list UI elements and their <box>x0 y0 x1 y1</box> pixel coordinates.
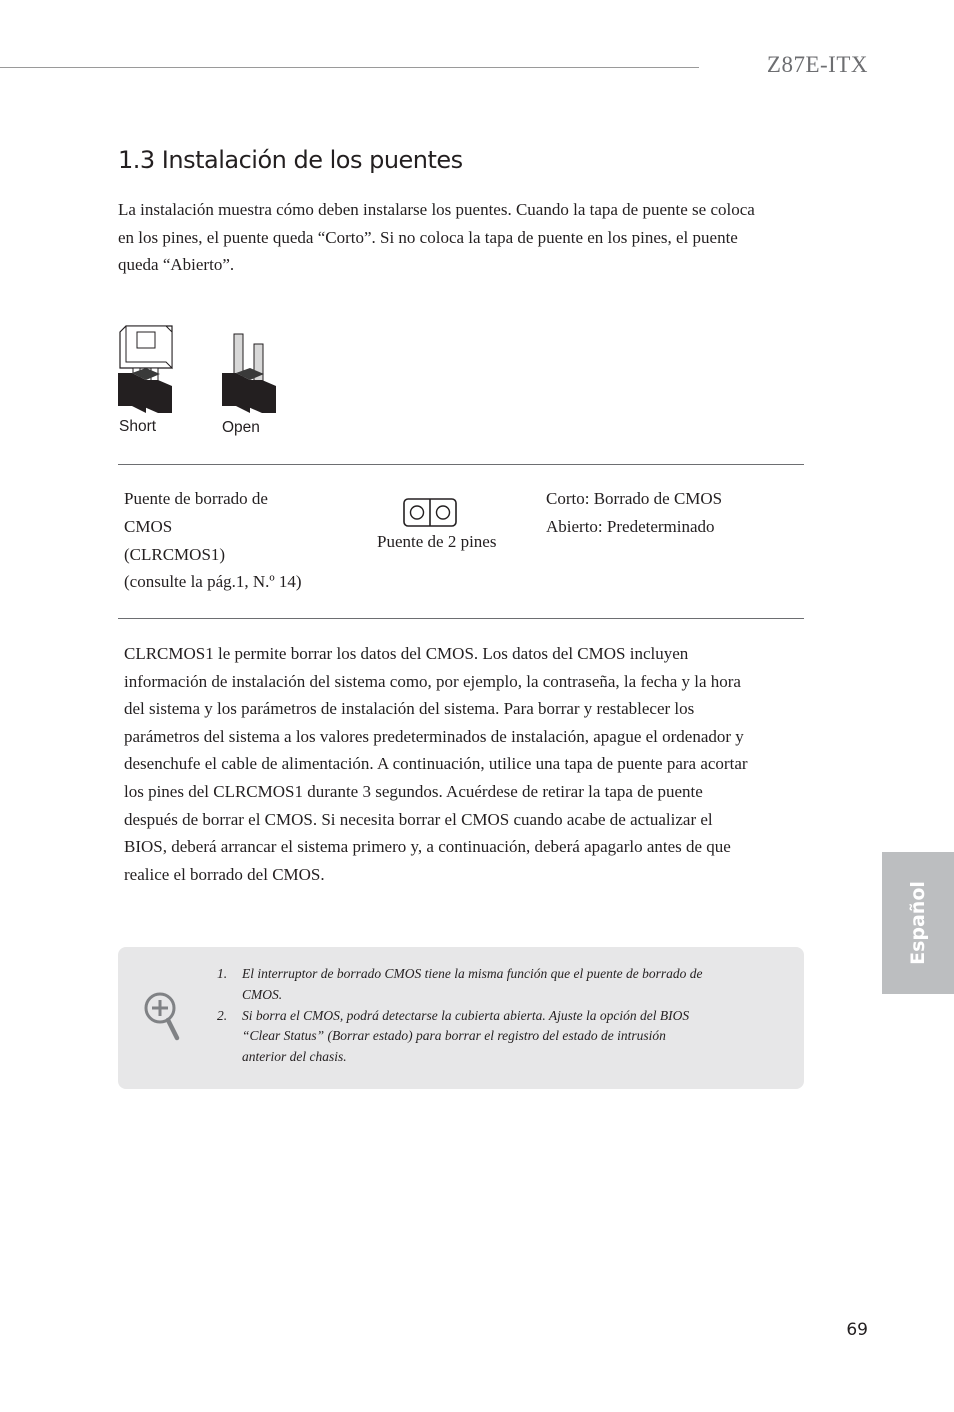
note-box <box>118 947 804 1089</box>
language-tab <box>882 852 954 994</box>
header-rule <box>0 67 699 68</box>
note-item: 2. Si borra el CMOS, podrá detectarse la cubierta abierta. Ajuste la opción del BIOS “Clear Status” (Borrar estado) para borrar el registro del estado de intrusión anterior del chasis. <box>217 1007 690 1065</box>
short-label: Short <box>119 418 157 435</box>
section-title: 1.3 Instalación de los puentes <box>118 146 463 174</box>
jumper-illustration <box>112 318 312 418</box>
jumper-type: Puente de 2 pines <box>377 532 497 551</box>
magnifier-plus-icon <box>143 992 181 1042</box>
table-bottom-rule <box>118 618 804 619</box>
intro-paragraph: La instalación muestra cómo deben instalarse los puentes. Cuando la tapa de puente se coloca en los pines, el puente queda “Corto”. Si no coloca la tapa de puente en los pines, el puente queda “Abierto”. <box>118 200 755 275</box>
short-jumper-icon <box>118 326 172 413</box>
model-name: Z87E-ITX <box>766 52 868 77</box>
language-label: Español <box>907 881 929 965</box>
page-number: 69 <box>846 1320 868 1340</box>
open-setting: Abierto: Predeterminado <box>546 517 715 536</box>
note-list <box>213 964 713 1068</box>
note-item: 1. El interruptor de borrado CMOS tiene la misma función que el puente de borrado de CMOS. <box>217 966 703 1002</box>
jumper-diagram <box>112 318 312 442</box>
open-jumper-icon <box>222 334 276 413</box>
jumper-settings <box>546 485 722 541</box>
open-label: Open <box>222 419 260 436</box>
two-pin-jumper-icon <box>403 498 457 528</box>
short-setting: Corto: Borrado de CMOS <box>546 489 723 508</box>
clrcmos-description: CLRCMOS1 le permite borrar los datos del CMOS. Los datos del CMOS incluyen información de instalación del sistema como, por ejemplo, la contraseña, la fecha y la hora del sistema y los parámetros de instalación del sistema. Para borrar y restablecer los parámetros del sistema a los valores predeterminados de instalación, apague el ordenador y desenchufe el cable de alimentación. A continuación, utilice una tapa de puente para acortar los pines del CLRCMOS1 durante 3 segundos. Acuérdese de retirar la tapa de puente después de borrar el CMOS. Si necesita borrar el CMOS cuando acabe de actualizar el BIOS, deberá arrancar el sistema primero y, a continuación, deberá apagarlo antes de que realice el borrado del CMOS. <box>124 644 748 884</box>
jumper-name: Puente de borrado de CMOS (CLRCMOS1) (consulte la pág.1, N.º 14) <box>124 489 302 592</box>
table-top-rule <box>118 464 804 465</box>
